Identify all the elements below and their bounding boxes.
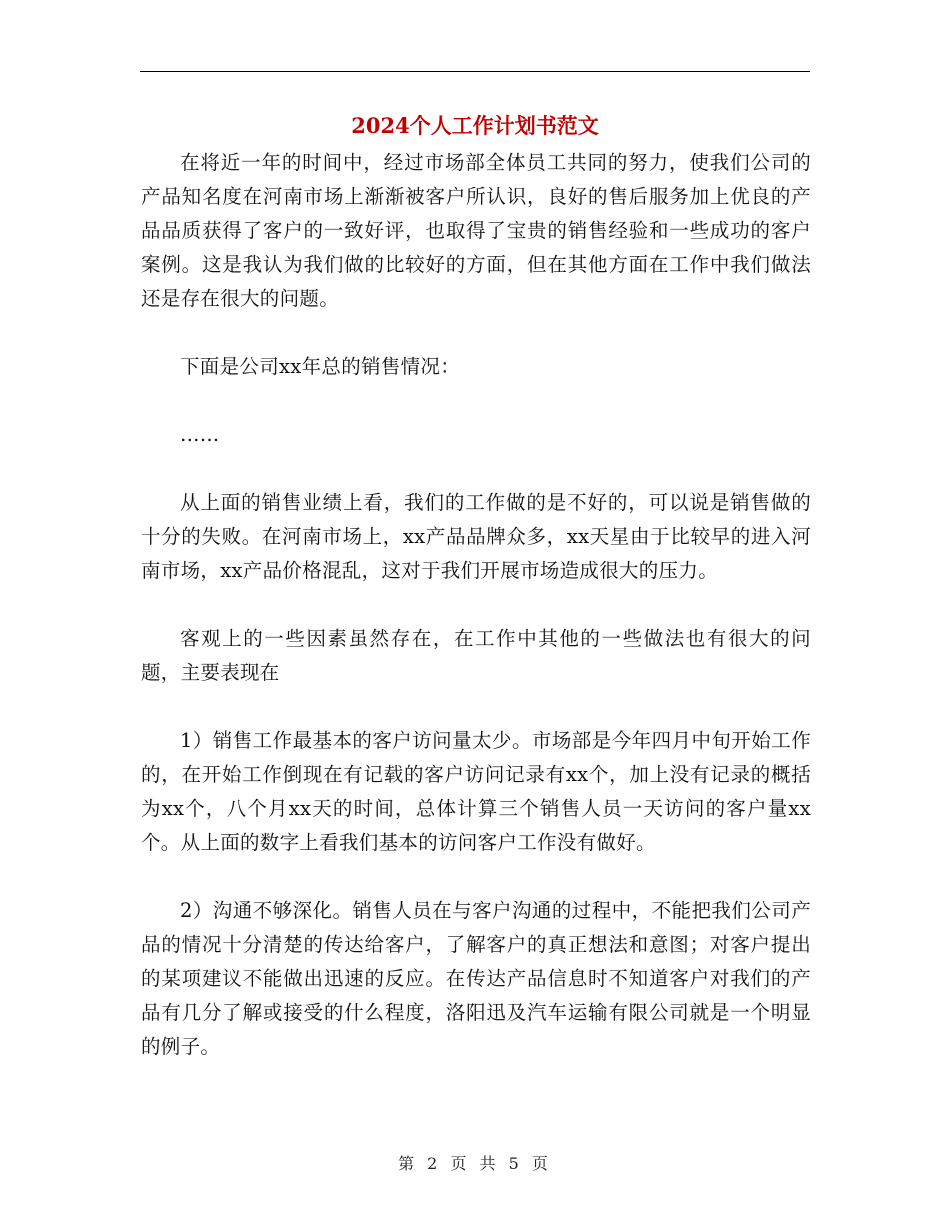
paragraph-performance: 从上面的销售业绩上看，我们的工作做的是不好的，可以说是销售做的十分的失败。在河南市场上，xx产品品牌众多，xx天星由于比较早的进入河南市场，xx产品价格混乱，这对于我们开展市场造成很大的压力。: [141, 491, 811, 582]
paragraph-intro: 在将近一年的时间中，经过市场部全体员工共同的努力，使我们公司的产品知名度在河南市场上渐渐被客户所认识，良好的售后服务加上优良的产品品质获得了客户的一致好评，也取得了宝贵的销售经验和一些成功的客户案例。这是我认为我们做的比较好的方面，但在其他方面在工作中我们做法还是存在很大的问题。: [141, 151, 811, 310]
paragraph-sales-summary: 下面是公司xx年总的销售情况：: [180, 355, 460, 378]
paragraph-problems: 客观上的一些因素虽然存在，在工作中其他的一些做法也有很大的问题，主要表现在: [141, 627, 811, 684]
document-body: [141, 146, 811, 1064]
paragraph-ellipsis: ……: [180, 423, 220, 446]
page-number-footer: 第 2 页 共 5 页: [398, 1154, 552, 1173]
header-rule: [140, 71, 810, 72]
paragraph-point-1: 1）销售工作最基本的客户访问量太少。市场部是今年四月中旬开始工作的，在开始工作倒现在有记载的客户访问记录有xx个，加上没有记录的概括为xx个，八个月xx天的时间，总体计算三个销售人员一天访问的客户量xx个。从上面的数字上看我们基本的访问客户工作没有做好。: [141, 729, 811, 854]
paragraph-point-2: 2）沟通不够深化。销售人员在与客户沟通的过程中，不能把我们公司产品的情况十分清楚的传达给客户，了解客户的真正想法和意图；对客户提出的某项建议不能做出迅速的反应。在传达产品信息时不知道客户对我们的产品有几分了解或接受的什么程度，洛阳迅及汽车运输有限公司就是一个明显的例子。: [141, 899, 811, 1058]
document-title: 2024个人工作计划书范文: [351, 113, 599, 138]
